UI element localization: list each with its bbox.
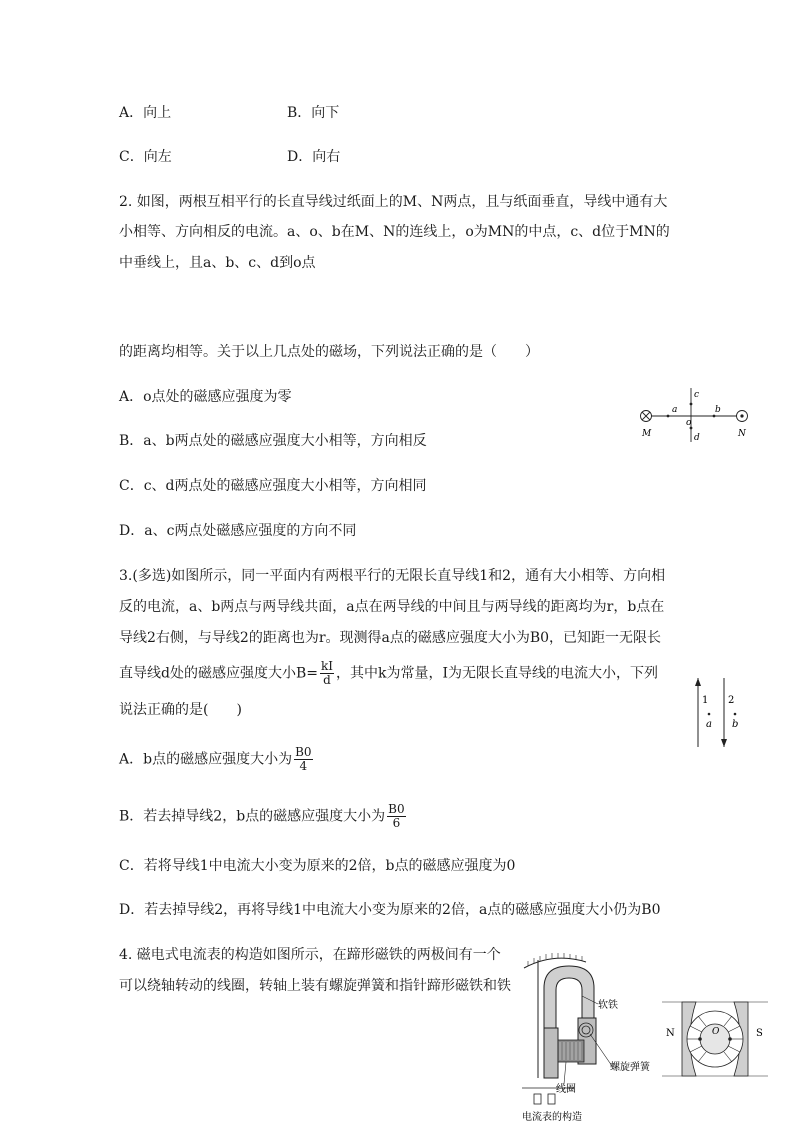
q3-line4-pre: 直导线d处的磁感应强度大小B= bbox=[119, 665, 318, 682]
q3-stem-line-1: 3.(多选)如图所示，同一平面内有两根平行的无限长直导线1和2，通有大小相等、方向相 bbox=[119, 568, 666, 584]
q3-figure bbox=[690, 675, 746, 749]
q3-option-a-text: A．b点的磁感应强度大小为 bbox=[119, 751, 293, 768]
q3-option-a bbox=[119, 746, 315, 773]
coil-label: 线圈 bbox=[556, 1084, 576, 1095]
fraction-numerator: B0 bbox=[388, 802, 405, 816]
q3-stem-line-4 bbox=[119, 660, 658, 687]
wire-2-label: 2 bbox=[728, 695, 735, 706]
fraction-denominator: d bbox=[323, 673, 331, 687]
formula-fraction bbox=[320, 660, 334, 687]
q3-option-b bbox=[119, 803, 408, 830]
q4-stem-line-1: 4. 磁电式电流表的构造如图所示，在蹄形磁铁的两极间有一个 bbox=[119, 947, 501, 963]
q2-stem-line-4: 的距离均相等。关于以上几点处的磁场，下列说法正确的是（ ） bbox=[119, 344, 539, 360]
q2-option-a: A．o点处的磁感应强度为零 bbox=[119, 389, 292, 405]
figure-caption: 电流表的构造 bbox=[522, 1112, 582, 1123]
label-m: M bbox=[642, 429, 652, 439]
q3-option-d: D．若去掉导线2，再将导线1中电流大小变为原来的2倍，a点的磁感应强度大小仍为B0 bbox=[119, 902, 661, 918]
label-o: o bbox=[686, 418, 692, 428]
fraction-denominator: 6 bbox=[392, 816, 401, 830]
center-o-label: O bbox=[712, 1027, 720, 1037]
south-pole-label: S bbox=[756, 1028, 763, 1039]
spring-label: 螺旋弹簧 bbox=[610, 1062, 650, 1073]
label-n: N bbox=[738, 429, 746, 439]
fraction-denominator: 4 bbox=[299, 759, 308, 773]
q3-stem-line-3: 导线2右侧，与导线2的距离也为r。现测得a点的磁感应强度大小为B0，已知距一无限长 bbox=[119, 630, 662, 646]
q1-option-d: D．向右 bbox=[287, 149, 341, 165]
q3-option-c: C．若将导线1中电流大小变为原来的2倍，b点的磁感应强度为0 bbox=[119, 858, 516, 874]
fraction-numerator: B0 bbox=[295, 745, 312, 759]
fraction-numerator: kI bbox=[320, 659, 333, 673]
q3-line4-post: ，其中k为常量，I为无限长直导线的电流大小，下列 bbox=[336, 665, 659, 682]
q4-radial-field-figure bbox=[662, 994, 768, 1086]
q3-option-a-fraction bbox=[294, 746, 312, 773]
q2-stem-line-3: 中垂线上，且a、b、c、d到o点 bbox=[119, 255, 316, 271]
q2-stem-line-2: 小相等、方向相反的电流。a、o、b在M、N的连线上，o为MN的中点，c、d位于MN的 bbox=[119, 224, 670, 240]
point-a-label: a bbox=[706, 719, 712, 730]
q1-option-c: C．向左 bbox=[119, 149, 172, 165]
point-b-label: b bbox=[732, 719, 739, 730]
wire-1-label: 1 bbox=[702, 695, 709, 706]
q4-stem-line-2: 可以绕轴转动的线圈，转轴上装有螺旋弹簧和指针蹄形磁铁和铁 bbox=[119, 978, 511, 994]
q2-option-b: B．a、b两点处的磁感应强度大小相等，方向相反 bbox=[119, 433, 427, 449]
q3-stem-line-5: 说法正确的是( ) bbox=[119, 702, 242, 718]
q2-option-d: D．a、c两点处磁感应强度的方向不同 bbox=[119, 523, 357, 539]
q1-option-b: B．向下 bbox=[287, 105, 340, 121]
label-b: b bbox=[715, 405, 721, 415]
q3-option-b-fraction bbox=[387, 803, 405, 830]
north-pole-label: N bbox=[666, 1028, 675, 1039]
label-c: c bbox=[694, 390, 700, 400]
q2-stem-line-1: 2. 如图，两根互相平行的长直导线过纸面上的M、N两点，且与纸面垂直，导线中通有大 bbox=[119, 194, 668, 210]
label-a: a bbox=[672, 405, 678, 415]
q4-galvanometer-figure bbox=[514, 948, 664, 1123]
q3-option-b-text: B．若去掉导线2，b点的磁感应强度大小为 bbox=[119, 808, 386, 825]
q2-option-c: C．c、d两点处的磁感应强度大小相等，方向相同 bbox=[119, 478, 427, 494]
soft-iron-label: 软铁 bbox=[598, 1000, 618, 1011]
q2-figure bbox=[632, 380, 750, 452]
q1-option-a: A．向上 bbox=[119, 105, 172, 121]
q3-stem-line-2: 反的电流，a、b两点与两导线共面，a点在两导线的中间且与两导线的距离均为r，b点在 bbox=[119, 599, 665, 615]
label-d: d bbox=[694, 433, 700, 443]
